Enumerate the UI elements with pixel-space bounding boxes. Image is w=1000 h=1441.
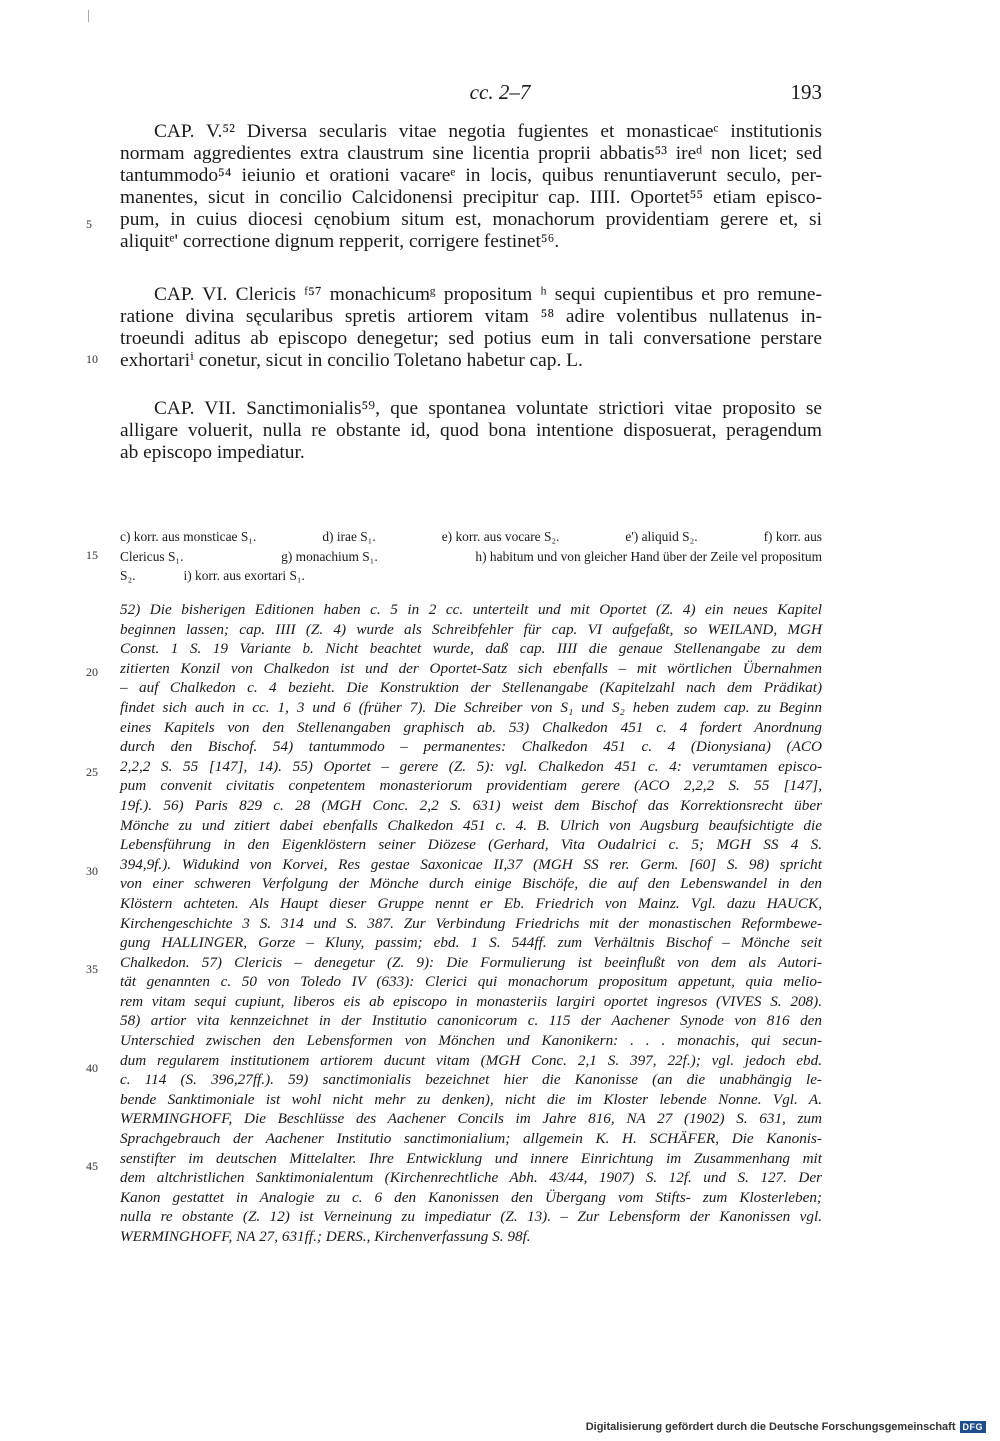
scan-mark	[88, 10, 89, 22]
apparatus-entry: h) habitum und von gleicher Hand über der Zeile vel propositum	[475, 548, 822, 564]
note-line: 19f.). 56) Paris 829 c. 28 (MGH Conc. 2,2 S. 631) weist dem Bischof das Korrektionsrecht über	[120, 796, 822, 814]
line-number: 45	[86, 1159, 98, 1173]
line-number: 15	[86, 548, 98, 562]
note-line: dem altchristlichen Sanktimonialentum (Kirchenrechtliche Abh. 43/44, 1907) S. 12f. und S. 127. Der	[120, 1169, 822, 1187]
text-line: troeundi aditus ab episcopo denegetur; sed potius eum in tali conversatione perstare	[120, 328, 822, 349]
note-line: Kirchengeschichte 3 S. 314 und S. 387. Zur Verbindung Friedrichs mit der monastischen Reformbewe-	[120, 914, 822, 932]
note-line: zitierten Konzil von Chalkedon ist und der Oportet-Satz sich ebenfalls – mit wörtlichen Übernahmen	[120, 659, 822, 677]
line-number: 40	[86, 1061, 98, 1075]
line-number: 30	[86, 864, 98, 878]
note-line: Lebensführung in den Eigenklöstern seiner Diözese (Gerhard, Vita Oudalrici c. 5; MGH SS 4 S.	[120, 836, 822, 854]
note-line: durch den Bischof. 54) tantummodo – permanentes: Chalkedon 451 c. 4 (Dionysiana) (ACO	[120, 738, 822, 756]
note-line: dum regularem institutionem artiorem ducunt vitam (MGH Conc. 2,1 S. 397, 22f.); vgl. jedoch ebd.	[120, 1051, 822, 1069]
note-line: WERMINGHOFF, Die Beschlüsse des Aachener Concils im Jahre 816, NA 27 (1902) S. 631, zum	[120, 1110, 822, 1128]
line-number: 5	[86, 217, 92, 231]
note-line: beginnen lassen; cap. IIII (Z. 4) wurde als Schreibfehler für cap. VI aufgefaßt, so WEILAND, MGH	[120, 620, 822, 638]
text-line: CAP. VII. Sanctimonialis⁵⁹, que spontanea voluntate strictiori vitae proposito se	[154, 398, 822, 419]
apparatus-row	[120, 547, 822, 567]
note-line: 2,2,2 S. 55 [147], 14). 55) Oportet – gerere (Z. 5): vgl. Chalkedon 451 c. 4: verumtamen episco-	[120, 757, 822, 775]
note-line: Unterschied zwischen den Lebensformen von Mönchen und Kanonikern: . . . monachis, qui secun-	[120, 1032, 822, 1050]
text-line: tantummodo⁵⁴ ieiunio et orationi vacareᵉ in locis, quibus renuntiaverunt seculo, per-	[120, 165, 822, 186]
apparatus-entry: d) irae S₁.	[322, 529, 376, 544]
apparatus-row	[120, 527, 822, 547]
note-line: nulla re obstante (Z. 12) ist Verneinung zu impediatur (Z. 13). – Zur Lebensform der Kanonissen vgl.	[120, 1208, 822, 1226]
apparatus-entry: Clericus S₁.	[120, 548, 184, 564]
critical-apparatus	[120, 527, 822, 586]
text-line: CAP. VI. Clericis ᶠ⁵⁷ monachicumᵍ propositum ʰ sequi cupientibus et pro remune-	[154, 284, 822, 305]
running-head: cc. 2–7	[469, 80, 531, 104]
text-line: alligare voluerit, nulla re obstante id, quod bona intentione disposuerat, peragendum	[120, 420, 822, 441]
text-line: aliquitᵉ' correctione dignum repperit, corrigere festinet⁵⁶.	[120, 231, 560, 252]
chapter-vi	[120, 284, 822, 372]
text-line: pum, in cuius diocesi cęnobium situm est, monachorum providentiam gerere et, si	[120, 209, 822, 230]
note-line: senstifter im deutschen Mittelalter. Ihre Entwicklung und innere Einrichtung im Zusammenhang mit	[120, 1149, 822, 1167]
text-line: exhortariⁱ conetur, sicut in concilio Toletano habetur cap. L.	[120, 350, 583, 371]
note-line: c. 114 (S. 396,27ff.). 59) sanctimonialis bezeichnet hier die Kanonisse (an die unabhängig le-	[120, 1071, 822, 1089]
note-line: Chalkedon. 57) Clericis – denegetur (Z. 9): Die Formulierung ist beeinflußt von dem als Autori-	[120, 953, 822, 971]
note-line: 394,9f.). Widukind von Korvei, Res gestae Saxonicae II,37 (MGH SS rer. Germ. [60] S. 98) spricht	[120, 855, 822, 873]
note-line: 52) Die bisherigen Editionen haben c. 5 in 2 cc. unterteilt und mit Oportet (Z. 4) ein neues Kapitel	[120, 601, 822, 618]
apparatus-entry: i) korr. aus exortari S₁.	[183, 568, 305, 583]
line-number: 20	[86, 665, 98, 679]
line-number: 35	[86, 962, 98, 976]
text-line: ratione divina sęcularibus spretis artiorem vitam ⁵⁸ adire volentibus nullatenus in-	[120, 306, 822, 327]
note-line: 58) artior vita kennzeichnet in der Institutio canonicorum c. 115 der Aachener Synode von 816 den	[120, 1012, 822, 1030]
note-line: tät genannten c. 50 von Toledo IV (633): Clerici qui monachorum propositum appetunt, quia melio-	[120, 973, 822, 991]
note-line: Kanon gestattet in Analogie zu c. 6 den Kanonissen den Übergang vom Stifts- zum Klosterleben;	[120, 1188, 822, 1206]
apparatus-entry: e') aliquid S₂.	[625, 529, 698, 544]
chapter-vii	[120, 398, 822, 464]
apparatus-entry: e) korr. aus vocare S₂.	[441, 529, 560, 544]
funding-text: Digitalisierung gefördert durch die Deutsche Forschungsgemeinschaft	[585, 1421, 956, 1433]
note-line: eines Kapitels von den Stellenangaben graphisch ab. 53) Chalkedon 451 c. 4 fordert Anordnung	[120, 718, 822, 736]
apparatus-row	[120, 566, 822, 586]
funding-banner	[586, 1421, 986, 1433]
note-line: bende Sanktimoniale ist wohl nicht mehr zu denken), nicht die im Kloster lebende Nonne. Vgl. A.	[120, 1090, 822, 1108]
apparatus-entry: S₂.	[120, 568, 136, 583]
text-line: CAP. V.⁵² Diversa secularis vitae negotia fugientes et monasticaeᶜ institutionis	[154, 121, 822, 142]
text-line: ab episcopo impediatur.	[120, 442, 305, 463]
note-line: Klöstern achteten. Als Haupt dieser Gruppe nennt er Eb. Friedrich von Mainz. Vgl. dazu HAUCK,	[120, 894, 822, 912]
note-line: pum convenit civitatis conpetentem monasteriorum providentiam gerere (ACO 2,2,2 S. 55 [147],	[120, 777, 822, 795]
note-line: Mönche zu und zitiert dabei ebenfalls Chalkedon 451 c. 4. B. Ulrich von Augsburg beaufsichtigte die	[120, 816, 822, 834]
dfg-logo: DFG	[960, 1421, 987, 1433]
note-line: rem vitam sequi cupiunt, liberos eis ab episcopo in monasteriis largiri oportet ingresos (VIVES S. 208).	[120, 992, 822, 1010]
apparatus-entry: f) korr. aus	[763, 529, 822, 544]
note-line: gung HALLINGER, Gorze – Kluny, passim; ebd. 1 S. 544ff. zum Verhältnis Bischof – Mönche seit	[120, 934, 822, 952]
commentary-notes	[120, 600, 822, 1247]
line-number: 25	[86, 765, 98, 779]
apparatus-entry: g) monachium S₁.	[281, 548, 378, 564]
text-line: manentes, sicut in concilio Calcidonensi precipitur cap. IIII. Oportet⁵⁵ etiam episco-	[120, 187, 822, 208]
line-number: 10	[86, 352, 98, 366]
note-line: – auf Chalkedon c. 4 bezieht. Die Konstruktion der Stellenangabe (Kapitelzahl nach dem Prädikat)	[120, 679, 822, 697]
note-line: von einer schweren Verfolgung der Mönche durch einige Bischöfe, die auf den Lebenswandel in den	[120, 875, 822, 893]
chapter-v	[120, 121, 822, 253]
note-line: findet sich auch in cc. 1, 3 und 6 (früher 7). Die Schreiber von S₁ und S₂ heben zudem cap. zu Beginn	[120, 698, 822, 716]
note-line: Const. 1 S. 19 Variante b. Nicht beachtet wurde, daß cap. IIII die genaue Stellenangabe zu dem	[120, 640, 822, 658]
note-line: Sprachgebrauch der Aachener Institutio sanctimonialium; allgemein K. H. SCHÄFER, Die Kanonis-	[120, 1130, 822, 1148]
apparatus-entry: c) korr. aus monsticae S₁.	[120, 529, 257, 544]
text-line: normam aggredientes extra claustrum sine licentia proprii abbatis⁵³ ireᵈ non licet; sed	[120, 143, 822, 164]
page-number: 193	[790, 80, 822, 104]
note-line: WERMINGHOFF, NA 27, 631ff.; DERS., Kirchenverfassung S. 98f.	[120, 1228, 531, 1245]
